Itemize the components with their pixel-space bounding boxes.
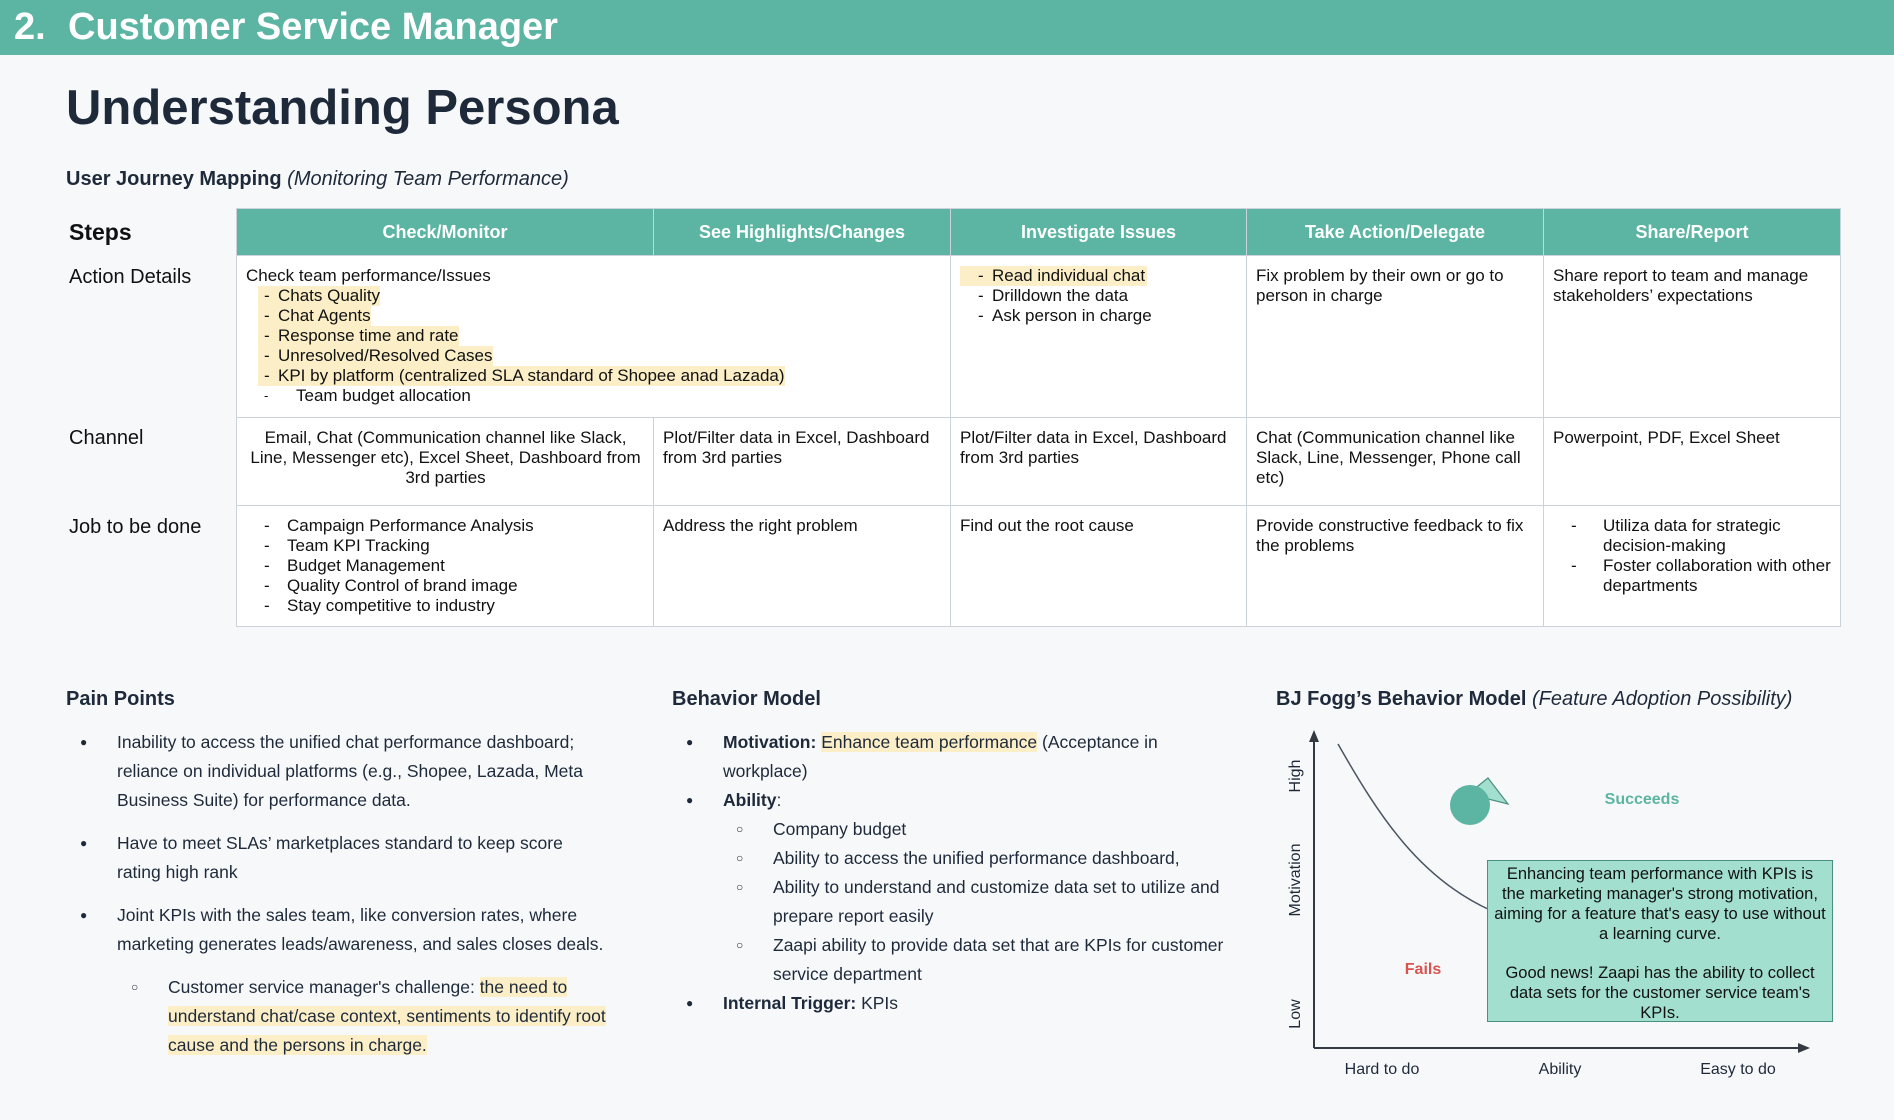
action-row <box>237 256 1841 418</box>
job-investigate-cell: Find out the root cause <box>951 506 1247 627</box>
list-item: - Chats Quality <box>258 286 380 306</box>
pain-point-subitem <box>66 973 606 1060</box>
y-axis-low-label: Low <box>1287 999 1304 1029</box>
pain-points-title: Pain Points <box>66 688 175 710</box>
subitem-prefix: Customer service manager's challenge: <box>168 977 480 997</box>
row-label-channel: Channel <box>69 427 144 449</box>
ability-subitem: ○ Ability to access the unified performance dashboard, <box>672 844 1232 873</box>
pain-point-item: ● Inability to access the unified chat performance dashboard; reliance on individual platforms (e.g., Shopee, Lazada, Meta Business Suite) for performance data. <box>66 728 606 815</box>
channel-cell: Plot/Filter data in Excel, Dashboard from 3rd parties <box>951 418 1247 506</box>
x-axis-high-label: Easy to do <box>1700 1061 1776 1078</box>
journey-subtitle: (Monitoring Team Performance) <box>287 168 569 190</box>
list-item: - Team KPI Tracking <box>246 536 645 556</box>
action-line <box>1338 744 1490 910</box>
fails-label: Fails <box>1404 961 1442 978</box>
job-share-cell <box>1544 506 1841 627</box>
job-share-list <box>1553 516 1832 596</box>
x-axis-label: Ability <box>1538 1061 1582 1078</box>
behavior-model-list <box>672 728 1232 1018</box>
channel-cell: Chat (Communication channel like Slack, Line, Messenger, Phone call etc) <box>1247 418 1544 506</box>
channel-cell: Plot/Filter data in Excel, Dashboard from 3rd parties <box>654 418 951 506</box>
y-axis-arrow <box>1309 730 1319 742</box>
ability-item <box>672 786 1232 815</box>
x-axis-arrow <box>1798 1043 1810 1053</box>
job-highlights-cell: Address the right problem <box>654 506 951 627</box>
list-item <box>246 386 942 406</box>
journey-table <box>236 208 1841 627</box>
fogg-callout <box>1487 860 1833 1022</box>
step-header: See Highlights/Changes <box>654 209 951 256</box>
trigger-item <box>672 989 1232 1018</box>
ability-subitem: ○ Ability to understand and customize data set to utilize and prepare report easily <box>672 873 1232 931</box>
motivation-rest: (Acceptance in workplace) <box>723 732 1158 781</box>
channel-cell: Email, Chat (Communication channel like Slack, Line, Messenger etc), Excel Sheet, Dashboard from 3rd parties <box>237 418 654 506</box>
motivation-label: Motivation: <box>723 732 817 752</box>
ability-colon: : <box>776 790 782 810</box>
succeeds-label: Succeeds <box>1604 791 1680 808</box>
step-header: Share/Report <box>1544 209 1841 256</box>
action-check-title: Check team performance/Issues <box>246 266 491 285</box>
pain-point-item: ● Have to meet SLAs’ marketplaces standard to keep score rating high rank <box>66 829 606 887</box>
behavior-model-title: Behavior Model <box>672 688 821 710</box>
action-check-last-list <box>246 386 942 406</box>
action-take-cell: Fix problem by their own or go to person in charge <box>1247 256 1544 418</box>
list-item: - Quality Control of brand image <box>246 576 645 596</box>
header-bar <box>0 0 1894 55</box>
job-check-cell <box>237 506 654 627</box>
list-item: - Ask person in charge <box>960 306 1238 326</box>
subitem-highlight: the need to understand chat/case context, sentiments to identify root cause and the persons in charge. <box>168 977 606 1055</box>
fogg-heading <box>1276 688 1792 711</box>
ability-subitem: ○ Zaapi ability to provide data set that are KPIs for customer service department <box>672 931 1232 989</box>
list-item: - Budget Management <box>246 556 645 576</box>
list-item: - Unresolved/Resolved Cases <box>258 346 493 366</box>
callout-text-2: Good news! Zaapi has the ability to collect data sets for the customer service team's KPIs. <box>1505 964 1815 1022</box>
list-item: - Response time and rate <box>258 326 459 346</box>
step-header: Check/Monitor <box>237 209 654 256</box>
page-title: Understanding Persona <box>66 81 619 135</box>
list-item: - Chat Agents <box>258 306 371 326</box>
list-item-text: Team budget allocation <box>296 386 471 405</box>
action-check-list <box>246 286 830 386</box>
callout-text-1: Enhancing team performance with KPIs is the marketing manager's strong motivation, aiming for a feature that's easy to use without a learning curve. <box>1494 865 1826 943</box>
journey-heading <box>66 168 569 191</box>
list-item: - Campaign Performance Analysis <box>246 516 645 536</box>
list-item: - Utiliza data for strategic decision-making <box>1553 516 1832 556</box>
pain-point-item: ● Joint KPIs with the sales team, like conversion rates, where marketing generates leads/awareness, and sales closes deals. <box>66 901 606 959</box>
list-item: - Drilldown the data <box>960 286 1238 306</box>
channel-row <box>237 418 1841 506</box>
fogg-subtitle: (Feature Adoption Possibility) <box>1531 688 1793 710</box>
job-row <box>237 506 1841 627</box>
section-title: Customer Service Manager <box>68 6 558 48</box>
action-investigate-cell <box>951 256 1247 418</box>
fogg-title: BJ Fogg’s Behavior Model <box>1276 688 1527 710</box>
job-take-cell: Provide constructive feedback to fix the problems <box>1247 506 1544 627</box>
motivation-item <box>672 728 1232 786</box>
row-label-action: Action Details <box>69 266 192 288</box>
trigger-value: KPIs <box>856 993 899 1013</box>
steps-row <box>237 209 1841 256</box>
step-header: Take Action/Delegate <box>1247 209 1544 256</box>
trigger-label: Internal Trigger: <box>723 993 857 1013</box>
row-label-job: Job to be done <box>69 516 202 538</box>
action-check-cell <box>237 256 951 418</box>
job-check-list <box>246 516 645 616</box>
x-axis-low-label: Hard to do <box>1344 1061 1420 1078</box>
ability-subitem: ○ Company budget <box>672 815 1232 844</box>
ability-label: Ability <box>723 790 777 810</box>
section-number: 2. <box>14 6 46 48</box>
action-investigate-list <box>960 266 1238 326</box>
list-item: - Stay competitive to industry <box>246 596 645 616</box>
list-item: - Foster collaboration with other departments <box>1553 556 1832 596</box>
action-share-cell: Share report to team and manage stakeholders’ expectations <box>1544 256 1841 418</box>
pain-points-list <box>66 728 606 1060</box>
y-axis-high-label: High <box>1287 759 1304 793</box>
list-item: - Read individual chat <box>960 266 1147 286</box>
journey-title: User Journey Mapping <box>66 168 282 190</box>
row-label-steps: Steps <box>69 219 132 245</box>
step-header: Investigate Issues <box>951 209 1247 256</box>
motivation-highlight: Enhance team performance <box>821 732 1038 752</box>
y-axis-label: Motivation <box>1287 843 1304 917</box>
channel-cell: Powerpoint, PDF, Excel Sheet <box>1544 418 1841 506</box>
list-item: - KPI by platform (centralized SLA standard of Shopee anad Lazada) <box>258 366 785 386</box>
feature-position-marker <box>1450 785 1490 825</box>
